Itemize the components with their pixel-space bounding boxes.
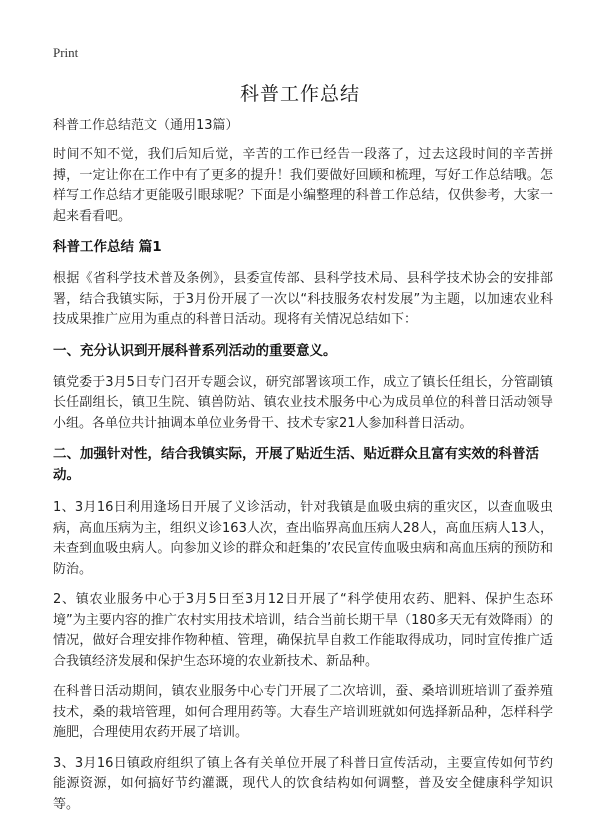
- paragraph-3: 1、3月16日利用逢场日开展了义诊活动，针对我镇是血吸虫病的重灾区，以查血吸虫病，高血压病为主，组织义诊163人次，查出临界高血压病人28人，高血压病人13人，未查到血吸虫病人。向参加义诊的群众和赶集的’农民宣传血吸虫病和高血压病的预防和防治。: [53, 500, 553, 577]
- print-link[interactable]: Print: [53, 45, 79, 60]
- heading-2: 二、加强针对性，结合我镇实际，开展了贴近生活、贴近群众且富有实效的科普活动。: [53, 446, 539, 483]
- article-body: [53, 117, 553, 825]
- paragraph-4: 2、镇农业服务中心于3月5日至3月12日开展了“科学使用农药、肥料、保护生态环境”为主要内容的推广农村实用技术培训，结合当前长期干旱（180多天无有效降雨）的情况，做好合理安排作物种植、管理，确保抗旱自救工作能取得成功，同时宣传推广适合我镇经济发展和保护生态环境的农业新技术、新品种。: [53, 592, 553, 669]
- section-title: 科普工作总结 篇1: [53, 239, 162, 255]
- intro-paragraph: 时间不知不觉，我们后知后觉，辛苦的工作已经告一段落了，过去这段时间的辛苦拼搏，一定让你在工作中有了更多的提升！我们要做好回顾和梳理，写好工作总结哦。怎样写工作总结才更能吸引眼球呢？下面是小编整理的科普工作总结，仅供参考，大家一起来看看吧。: [53, 147, 553, 224]
- paragraph-6: 3、3月16日镇政府组织了镇上各有关单位开展了科普日宣传活动，主要宣传如何节约能源资源，如何搞好节约灌溉，现代人的饮食结构如何调整，普及安全健康科学知识等。: [53, 755, 553, 812]
- heading-1: 一、充分认识到开展科普系列活动的重要意义。: [53, 342, 337, 359]
- paragraph-2: 镇党委于3月5日专门召开专题会议，研究部署该项工作，成立了镇长任组长，分管副镇长任副组长，镇卫生院、镇兽防站、镇农业技术服务中心为成员单位的科普日活动领导小组。各单位共计抽调本单位业务骨干、技术专家21人参加科普日活动。: [53, 374, 553, 431]
- paragraph-5: 在科普日活动期间，镇农业服务中心专门开展了二次培训，蚕、桑培训班培训了蚕养殖技术，桑的栽培管理，如何合理用药等。大春生产培训班就如何选择新品种，怎样科学施肥，合理使用农药开展了培训。: [53, 684, 553, 740]
- paragraph-1: 根据《省科学技术普及条例》，县委宣传部、县科学技术局、县科学技术协会的安排部署，结合我镇实际，于3月份开展了一次以“科技服务农村发展”为主题，以加速农业科技成果推广应用为重点的科普日活动。现将有关情况总结如下：: [53, 271, 553, 327]
- article-subtitle: 科普工作总结范文（通用13篇）: [53, 118, 239, 133]
- page-title: 科普工作总结: [239, 83, 360, 105]
